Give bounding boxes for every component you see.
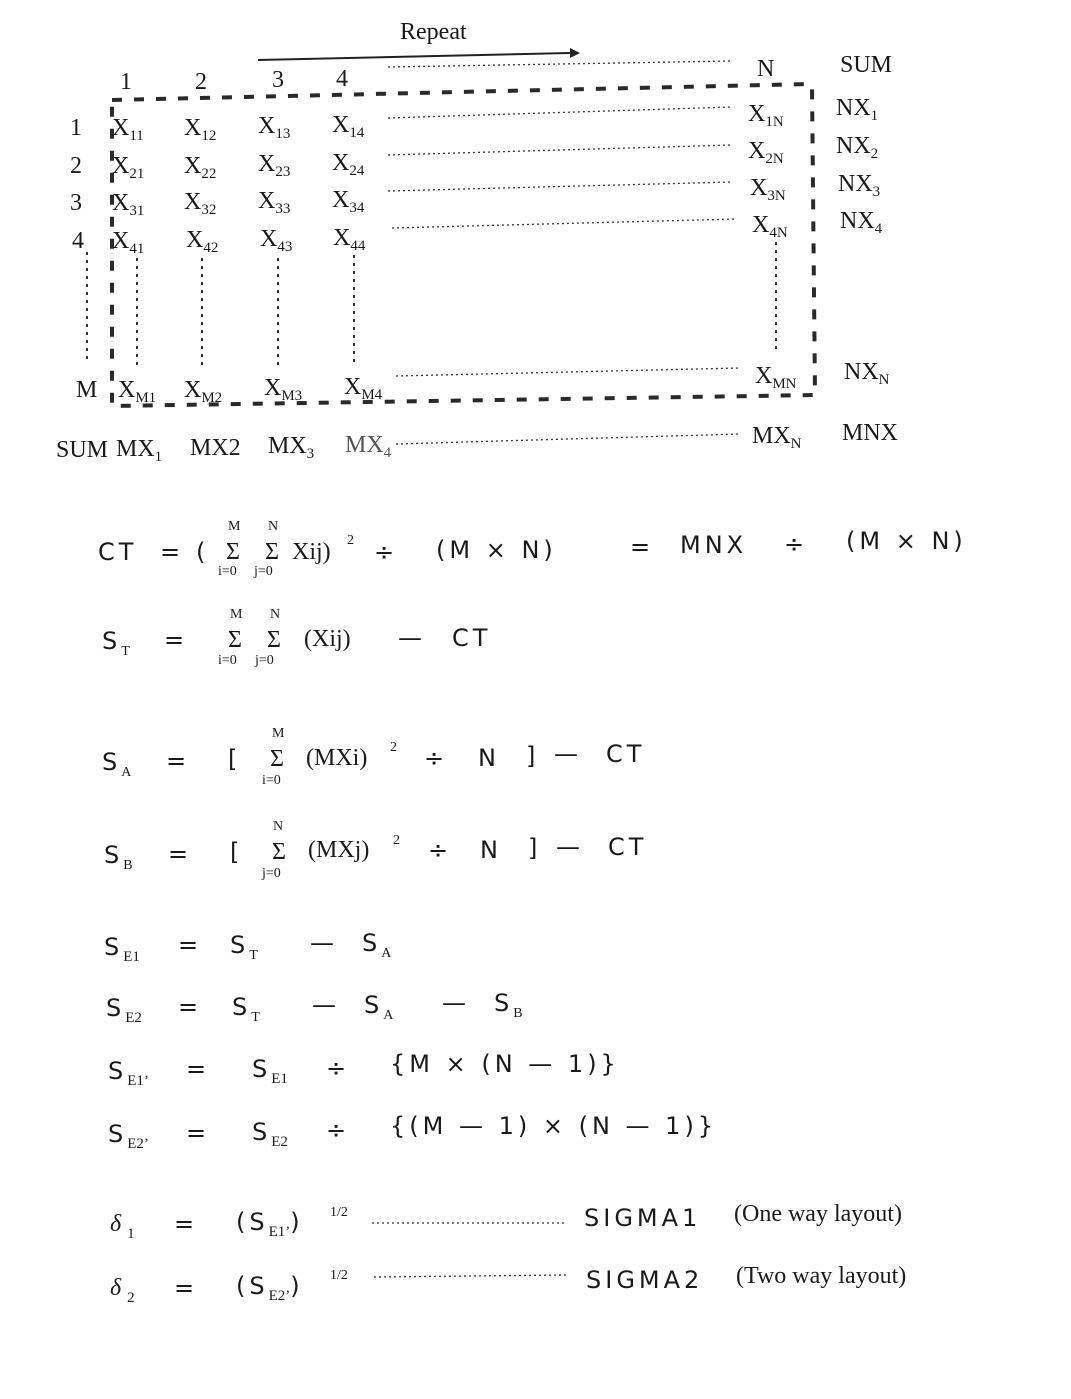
sa-sum-lower: i=0 xyxy=(262,773,281,788)
row-sum-1: $NX_1$ xyxy=(836,95,879,124)
cell-x3n: $X_{3N}$ xyxy=(750,175,786,204)
se1-st: $S_T$ xyxy=(230,931,262,963)
se2-equals: = xyxy=(178,993,203,1021)
col-header-2: 2 xyxy=(195,69,207,95)
st-sum2-upper: N xyxy=(270,607,281,622)
sigma2-description: (Two way layout) xyxy=(736,1263,907,1289)
st-lhs: $S_T$ xyxy=(102,627,134,659)
st-equals: = xyxy=(164,626,189,654)
delta2-rhs: $(S_{E2’})$ xyxy=(236,1272,304,1304)
st-sigma-1: Σ xyxy=(228,627,242,653)
grand-total: MNX xyxy=(842,420,899,446)
sb-sum-lower: j=0 xyxy=(262,866,281,881)
ct-power: 2 xyxy=(347,533,354,548)
se1-minus: — xyxy=(310,929,338,957)
sa-lhs: $S_A$ xyxy=(102,748,136,780)
st-term: (Xij) xyxy=(304,626,351,652)
cell-x4n: $X_{4N}$ xyxy=(752,212,788,241)
col-sum-4: $MX_4$ xyxy=(345,432,392,461)
sa-sum-upper: M xyxy=(272,726,285,741)
cell-xm3: $X_{M3}$ xyxy=(264,375,303,404)
sb-minus: — xyxy=(556,833,584,861)
sb-lhs: $S_B$ xyxy=(104,841,137,873)
ct-sigma-2: Σ xyxy=(265,539,279,565)
cell-x41: $X_{41}$ xyxy=(112,228,145,257)
ct-sigma-1: Σ xyxy=(226,539,240,565)
ct-equals-2: = xyxy=(630,533,655,561)
se2p-equals: = xyxy=(186,1119,211,1147)
repeat-label: Repeat xyxy=(400,19,467,45)
cell-x44: $X_{44}$ xyxy=(333,225,366,254)
ct-term: Xij) xyxy=(292,539,331,565)
row-header-3: 3 xyxy=(70,190,82,216)
cell-x43: $X_{43}$ xyxy=(260,226,293,255)
sum-row-label: SUM xyxy=(56,437,109,463)
st-sigma-2: Σ xyxy=(267,627,281,653)
delta2-power: 1/2 xyxy=(330,1268,348,1283)
sb-term: (MXj) xyxy=(308,837,370,863)
row-header-1: 1 xyxy=(70,115,82,141)
cell-x12: $X_{12}$ xyxy=(184,115,217,144)
se1p-lhs: $S_{E1’}$ xyxy=(108,1057,149,1089)
delta2-equals: = xyxy=(174,1274,199,1302)
sa-ct: CT xyxy=(606,740,646,768)
se1-equals: = xyxy=(178,931,203,959)
ct-divide: ÷ xyxy=(374,538,399,566)
cell-xmn: $X_{MN}$ xyxy=(755,363,797,392)
sigma1-label: SIGMA1 xyxy=(584,1204,702,1232)
ct-lhs: CT xyxy=(98,538,138,566)
delta1-equals: = xyxy=(174,1210,199,1238)
col-sum-3: $MX_3$ xyxy=(268,433,315,462)
col-sum-1: $MX_1$ xyxy=(116,436,163,465)
sb-sum-upper: N xyxy=(273,819,284,834)
sa-close-bracket: ] xyxy=(526,742,540,770)
ct-divide-2: ÷ xyxy=(784,530,809,558)
sb-ct: CT xyxy=(608,833,648,861)
cell-x24: $X_{24}$ xyxy=(332,150,365,179)
se2p-lhs: $S_{E2’}$ xyxy=(108,1120,149,1152)
ct-mnx: MNX xyxy=(680,531,748,559)
se1-lhs: $S_{E1}$ xyxy=(104,933,140,965)
sa-equals: = xyxy=(166,747,191,775)
se1-sa: $S_A$ xyxy=(362,929,396,961)
ct-sum2-upper: N xyxy=(268,519,279,534)
se2-lhs: $S_{E2}$ xyxy=(106,994,142,1026)
sum-column-header: SUM xyxy=(840,52,893,78)
cell-x2n: $X_{2N}$ xyxy=(748,138,784,167)
sigma2-label: SIGMA2 xyxy=(586,1266,704,1294)
row-header-m: M xyxy=(76,377,98,403)
se1p-equals: = xyxy=(186,1055,211,1083)
col-sum-2: MX2 xyxy=(190,435,241,461)
st-sum1-upper: M xyxy=(230,607,243,622)
se2p-denominator: {(M — 1) × (N — 1)} xyxy=(390,1112,718,1140)
col-header-1: 1 xyxy=(120,69,132,95)
cell-xm2: $X_{M2}$ xyxy=(184,377,223,406)
row-header-4: 4 xyxy=(72,228,84,254)
sa-divide: ÷ xyxy=(424,744,449,772)
se1p-denominator: {M × (N — 1)} xyxy=(390,1050,620,1078)
ct-open-paren: ( xyxy=(196,538,210,566)
ct-equals: = xyxy=(160,538,185,566)
sb-equals: = xyxy=(168,840,193,868)
sb-sigma: Σ xyxy=(272,839,286,865)
delta1-rhs: $(S_{E1’})$ xyxy=(236,1208,304,1240)
sa-n: N xyxy=(478,744,500,772)
sa-minus: — xyxy=(554,740,582,768)
row-sum-2: $NX_2$ xyxy=(836,133,879,162)
cell-x21: $X_{21}$ xyxy=(112,153,145,182)
st-minus: — xyxy=(398,624,426,652)
cell-x42: $X_{42}$ xyxy=(186,227,219,256)
st-sum1-lower: i=0 xyxy=(218,653,237,668)
row-sum-n: $NX_N$ xyxy=(844,359,890,388)
ct-sum1-lower: i=0 xyxy=(218,564,237,579)
cell-x32: $X_{32}$ xyxy=(184,189,217,218)
se1p-divide: ÷ xyxy=(326,1054,351,1082)
col-header-4: 4 xyxy=(336,66,348,92)
cell-x11: $X_{11}$ xyxy=(112,115,144,144)
cell-x14: $X_{14}$ xyxy=(332,112,365,141)
se2-minus-1: — xyxy=(312,991,340,1019)
se2-sb: $S_B$ xyxy=(494,989,527,1021)
sb-close-bracket: ] xyxy=(528,834,542,862)
cell-x22: $X_{22}$ xyxy=(184,153,217,182)
ct-sum2-lower: j=0 xyxy=(254,564,273,579)
sb-divide: ÷ xyxy=(428,836,453,864)
cell-xm4: $X_{M4}$ xyxy=(344,374,383,403)
sa-term: (MXi) xyxy=(306,745,368,771)
delta2-lhs: δ $_2$ xyxy=(110,1275,135,1306)
se2-st: $S_T$ xyxy=(232,993,264,1025)
sa-sigma: Σ xyxy=(270,746,284,772)
col-header-3: 3 xyxy=(272,67,284,93)
sa-power: 2 xyxy=(390,740,397,755)
cell-x31: $X_{31}$ xyxy=(112,190,145,219)
se2p-se2: $S_{E2}$ xyxy=(252,1118,288,1150)
st-ct: CT xyxy=(452,624,492,652)
row-header-2: 2 xyxy=(70,153,82,179)
delta1-lhs: δ $_1$ xyxy=(110,1211,135,1242)
se2-sa: $S_A$ xyxy=(364,991,398,1023)
ct-m-times-n: (M × N) xyxy=(436,536,557,564)
se1p-se1: $S_{E1}$ xyxy=(252,1055,288,1087)
sb-power: 2 xyxy=(393,833,400,848)
cell-x34: $X_{34}$ xyxy=(332,187,365,216)
cell-x33: $X_{33}$ xyxy=(258,188,291,217)
sb-n: N xyxy=(480,836,502,864)
st-sum2-lower: j=0 xyxy=(255,653,274,668)
col-sum-n: $MX_N$ xyxy=(752,423,802,452)
se2p-divide: ÷ xyxy=(326,1116,351,1144)
delta1-power: 1/2 xyxy=(330,1205,348,1220)
cell-x23: $X_{23}$ xyxy=(258,151,291,180)
sa-open-bracket: [ xyxy=(228,745,242,773)
sb-open-bracket: [ xyxy=(230,838,244,866)
cell-x13: $X_{13}$ xyxy=(258,113,291,142)
ct-m-times-n-2: (M × N) xyxy=(846,527,967,555)
cell-x1n: $X_{1N}$ xyxy=(748,101,784,130)
col-header-n: N xyxy=(757,56,775,82)
row-sum-4: $NX_4$ xyxy=(840,208,883,237)
se2-minus-2: — xyxy=(442,989,470,1017)
sigma1-description: (One way layout) xyxy=(734,1201,902,1227)
row-sum-3: $NX_3$ xyxy=(838,171,881,200)
ct-sum1-upper: M xyxy=(228,519,241,534)
cell-xm1: $X_{M1}$ xyxy=(118,377,157,406)
